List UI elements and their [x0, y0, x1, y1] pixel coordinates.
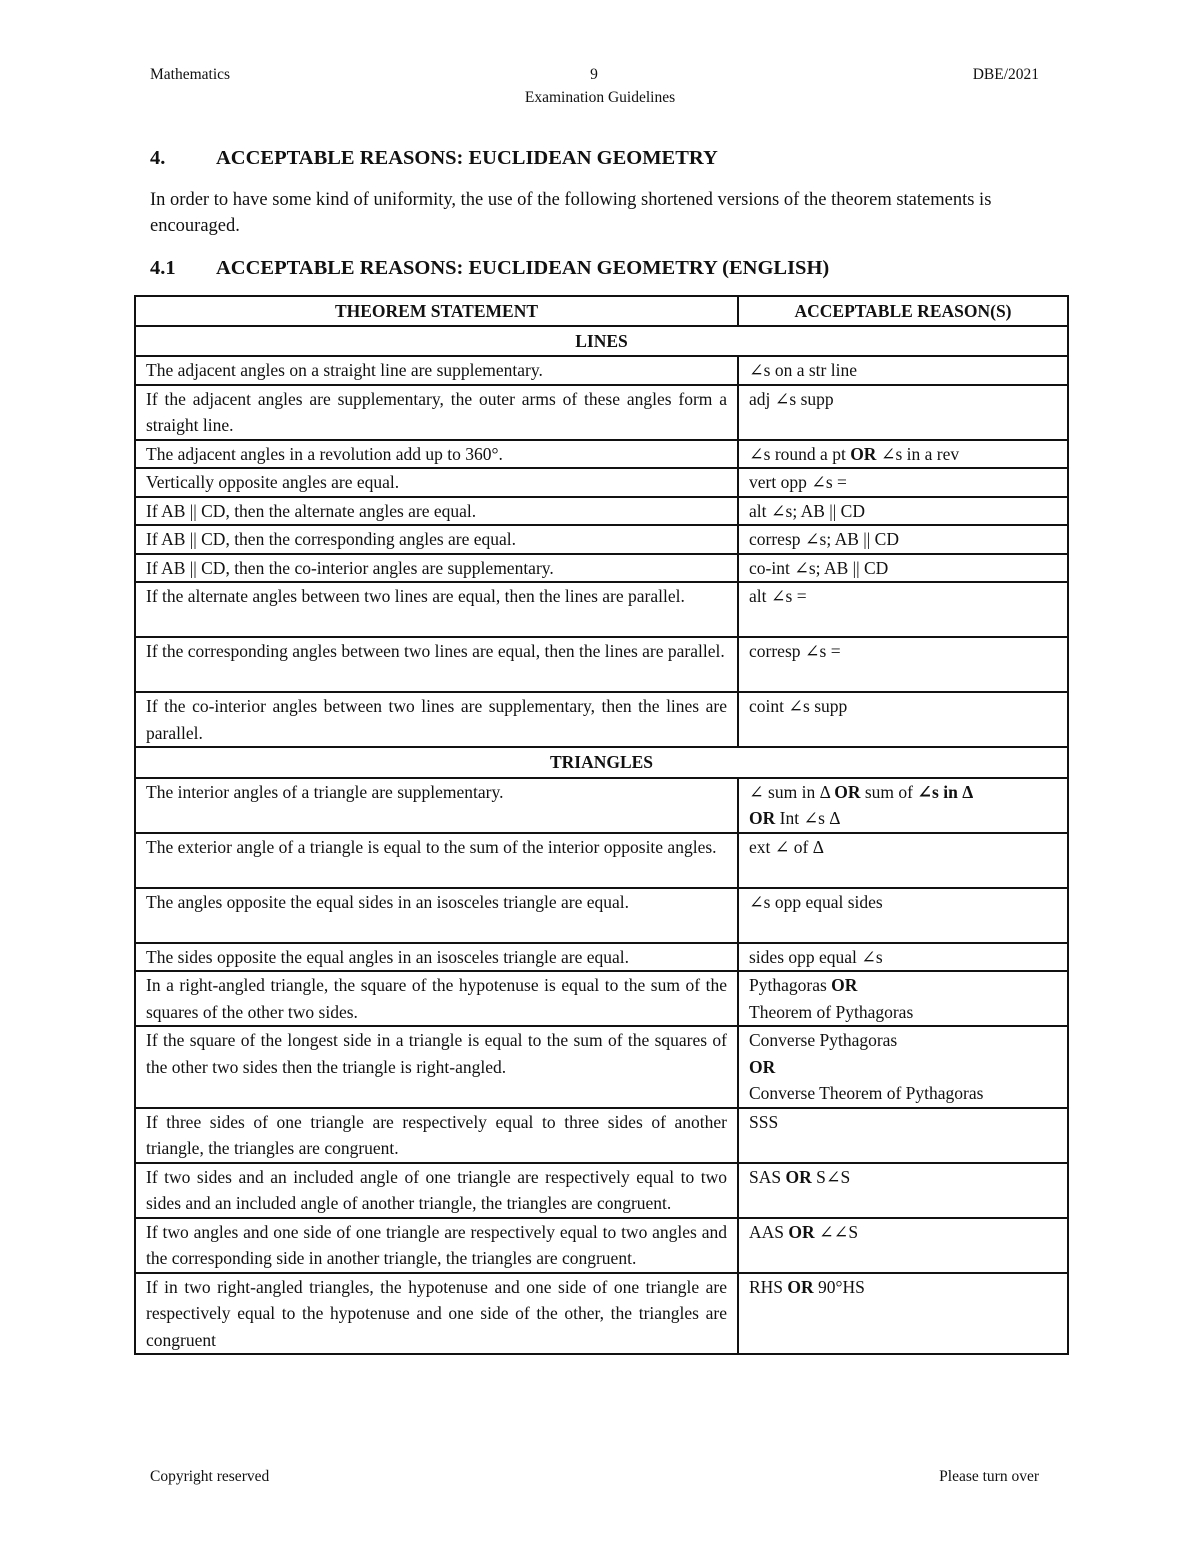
table-row: [135, 778, 1068, 833]
col-header-statement: THEOREM STATEMENT: [135, 296, 738, 326]
section-heading: [150, 147, 718, 170]
acceptable-reason: sides opp equal ∠s: [738, 943, 1068, 972]
acceptable-reason: ∠s opp equal sides: [738, 888, 1068, 943]
reason-part: AAS: [749, 1221, 789, 1242]
theorem-statement: If the square of the longest side in a triangle is equal to the sum of the squares of the other two sides then the triangle is right-angled.: [135, 1026, 738, 1108]
footer-copyright: Copyright reserved: [150, 1468, 270, 1485]
acceptable-reason: corresp ∠s; AB || CD: [738, 525, 1068, 554]
table-row: [135, 525, 1068, 554]
section-title: ACCEPTABLE REASONS: EUCLIDEAN GEOMETRY: [216, 147, 718, 169]
theorem-statement: If the adjacent angles are supplementary, the outer arms of these angles form a straight line.: [135, 385, 738, 440]
theorem-statement: The adjacent angles on a straight line are supplementary.: [135, 356, 738, 385]
header-subject: Mathematics: [150, 66, 231, 83]
subsection-heading: [150, 257, 829, 280]
reason-part: RHS: [749, 1276, 788, 1297]
triangles-heading: TRIANGLES: [135, 747, 1068, 778]
acceptable-reason: [738, 1026, 1068, 1108]
triangles-heading-row: [135, 747, 1068, 778]
table-row: [135, 943, 1068, 972]
acceptable-reason: [738, 778, 1068, 833]
reason-or: OR: [831, 975, 858, 995]
theorem-statement: The exterior angle of a triangle is equal to the sum of the interior opposite angles.: [135, 833, 738, 888]
acceptable-reason: [738, 1163, 1068, 1218]
reason-part: ∠s in Δ: [917, 781, 974, 802]
table-row: [135, 833, 1068, 888]
table-row: [135, 692, 1068, 747]
theorem-statement: If the co-interior angles between two lines are supplementary, then the lines are parallel.: [135, 692, 738, 747]
table-row: [135, 888, 1068, 943]
table-row: [135, 637, 1068, 692]
theorem-statement: If the corresponding angles between two lines are equal, then the lines are parallel.: [135, 637, 738, 692]
table-row: [135, 468, 1068, 497]
table-row: [135, 497, 1068, 526]
theorem-statement: In a right-angled triangle, the square of the hypotenuse is equal to the sum of the squares of the other two sides.: [135, 971, 738, 1026]
theorem-statement: If two angles and one side of one triangle are respectively equal to two angles and the corresponding side in another triangle, the triangles are congruent.: [135, 1218, 738, 1273]
table-row: [135, 582, 1068, 637]
theorem-statement: If the alternate angles between two lines are equal, then the lines are parallel.: [135, 582, 738, 637]
reason-part: Int ∠s Δ: [775, 808, 841, 828]
subsection-number: 4.1: [150, 257, 176, 279]
reason-or: OR: [749, 808, 776, 828]
reason-part: S∠S: [811, 1166, 851, 1187]
theorem-statement: If AB || CD, then the co-interior angles are supplementary.: [135, 554, 738, 583]
acceptable-reason: coint ∠s supp: [738, 692, 1068, 747]
acceptable-reason: [738, 1218, 1068, 1273]
theorem-statement: Vertically opposite angles are equal.: [135, 468, 738, 497]
table-row: [135, 1163, 1068, 1218]
header-subtitle: Examination Guidelines: [524, 89, 676, 106]
reason-part: Converse Pythagoras: [749, 1030, 898, 1050]
reason-or: OR: [785, 1166, 812, 1187]
reason-or: OR: [787, 1276, 814, 1297]
acceptable-reason: corresp ∠s =: [738, 637, 1068, 692]
acceptable-reason: ext ∠ of Δ: [738, 833, 1068, 888]
footer-turn-over: Please turn over: [939, 1468, 1039, 1485]
acceptable-reason: [738, 440, 1068, 469]
reason-part: ∠s round a pt: [749, 443, 851, 464]
theorem-statement: If three sides of one triangle are respectively equal to three sides of another triangle, the triangles are congruent.: [135, 1108, 738, 1163]
theorem-statement: If AB || CD, then the alternate angles are equal.: [135, 497, 738, 526]
table-row: [135, 1273, 1068, 1355]
theorem-statement: If in two right-angled triangles, the hypotenuse and one side of one triangle are respectively equal to the hypotenuse and one side of the other, the triangles are congruent: [135, 1273, 738, 1355]
acceptable-reason: alt ∠s =: [738, 582, 1068, 637]
table-row: [135, 356, 1068, 385]
section-number: 4.: [150, 147, 166, 169]
reason-or: OR: [788, 1221, 815, 1242]
reason-or: OR: [850, 443, 877, 464]
acceptable-reason: adj ∠s supp: [738, 385, 1068, 440]
table-row: [135, 1108, 1068, 1163]
reason-part: SAS: [749, 1166, 786, 1187]
reasons-table: [134, 295, 1069, 1355]
section-intro: In order to have some kind of uniformity, the use of the following shortened versions of the theorem statements is encouraged.: [150, 190, 992, 236]
lines-heading-row: [135, 326, 1068, 357]
acceptable-reason: vert opp ∠s =: [738, 468, 1068, 497]
theorem-statement: If two sides and an included angle of one triangle are respectively equal to two sides and an included angle of another triangle, the triangles are congruent.: [135, 1163, 738, 1218]
reason-part: Pythagoras: [749, 975, 832, 995]
reason-part: sum of: [860, 781, 918, 802]
theorem-statement: If AB || CD, then the corresponding angles are equal.: [135, 525, 738, 554]
table-row: [135, 1026, 1068, 1108]
theorem-statement: The angles opposite the equal sides in an isosceles triangle are equal.: [135, 888, 738, 943]
reason-part: ∠ sum in Δ: [749, 781, 835, 802]
table-row: [135, 440, 1068, 469]
table-row: [135, 971, 1068, 1026]
lines-heading: LINES: [135, 326, 1068, 357]
table-row: [135, 385, 1068, 440]
reason-part: 90°HS: [813, 1276, 865, 1297]
reason-or: OR: [834, 781, 861, 802]
acceptable-reason: [738, 971, 1068, 1026]
acceptable-reason: SSS: [738, 1108, 1068, 1163]
col-header-reason: ACCEPTABLE REASON(S): [738, 296, 1068, 326]
reason-part: ∠∠S: [814, 1221, 859, 1242]
theorem-statement: The sides opposite the equal angles in an isosceles triangle are equal.: [135, 943, 738, 972]
table-row: [135, 554, 1068, 583]
header-year: DBE/2021: [972, 66, 1039, 83]
acceptable-reason: [738, 1273, 1068, 1355]
acceptable-reason: ∠s on a str line: [738, 356, 1068, 385]
table-header-row: [135, 296, 1068, 326]
reason-or: OR: [749, 1056, 776, 1077]
table-row: [135, 1218, 1068, 1273]
reason-part: Converse Theorem of Pythagoras: [749, 1083, 984, 1103]
acceptable-reason: co-int ∠s; AB || CD: [738, 554, 1068, 583]
theorem-statement: The adjacent angles in a revolution add up to 360°.: [135, 440, 738, 469]
theorem-statement: The interior angles of a triangle are supplementary.: [135, 778, 738, 833]
acceptable-reason: alt ∠s; AB || CD: [738, 497, 1068, 526]
subsection-title: ACCEPTABLE REASONS: EUCLIDEAN GEOMETRY (ENGLISH): [216, 257, 830, 279]
reason-part: Theorem of Pythagoras: [749, 1001, 914, 1022]
reason-part: ∠s in a rev: [876, 443, 960, 464]
header-page-number: 9: [590, 66, 598, 83]
